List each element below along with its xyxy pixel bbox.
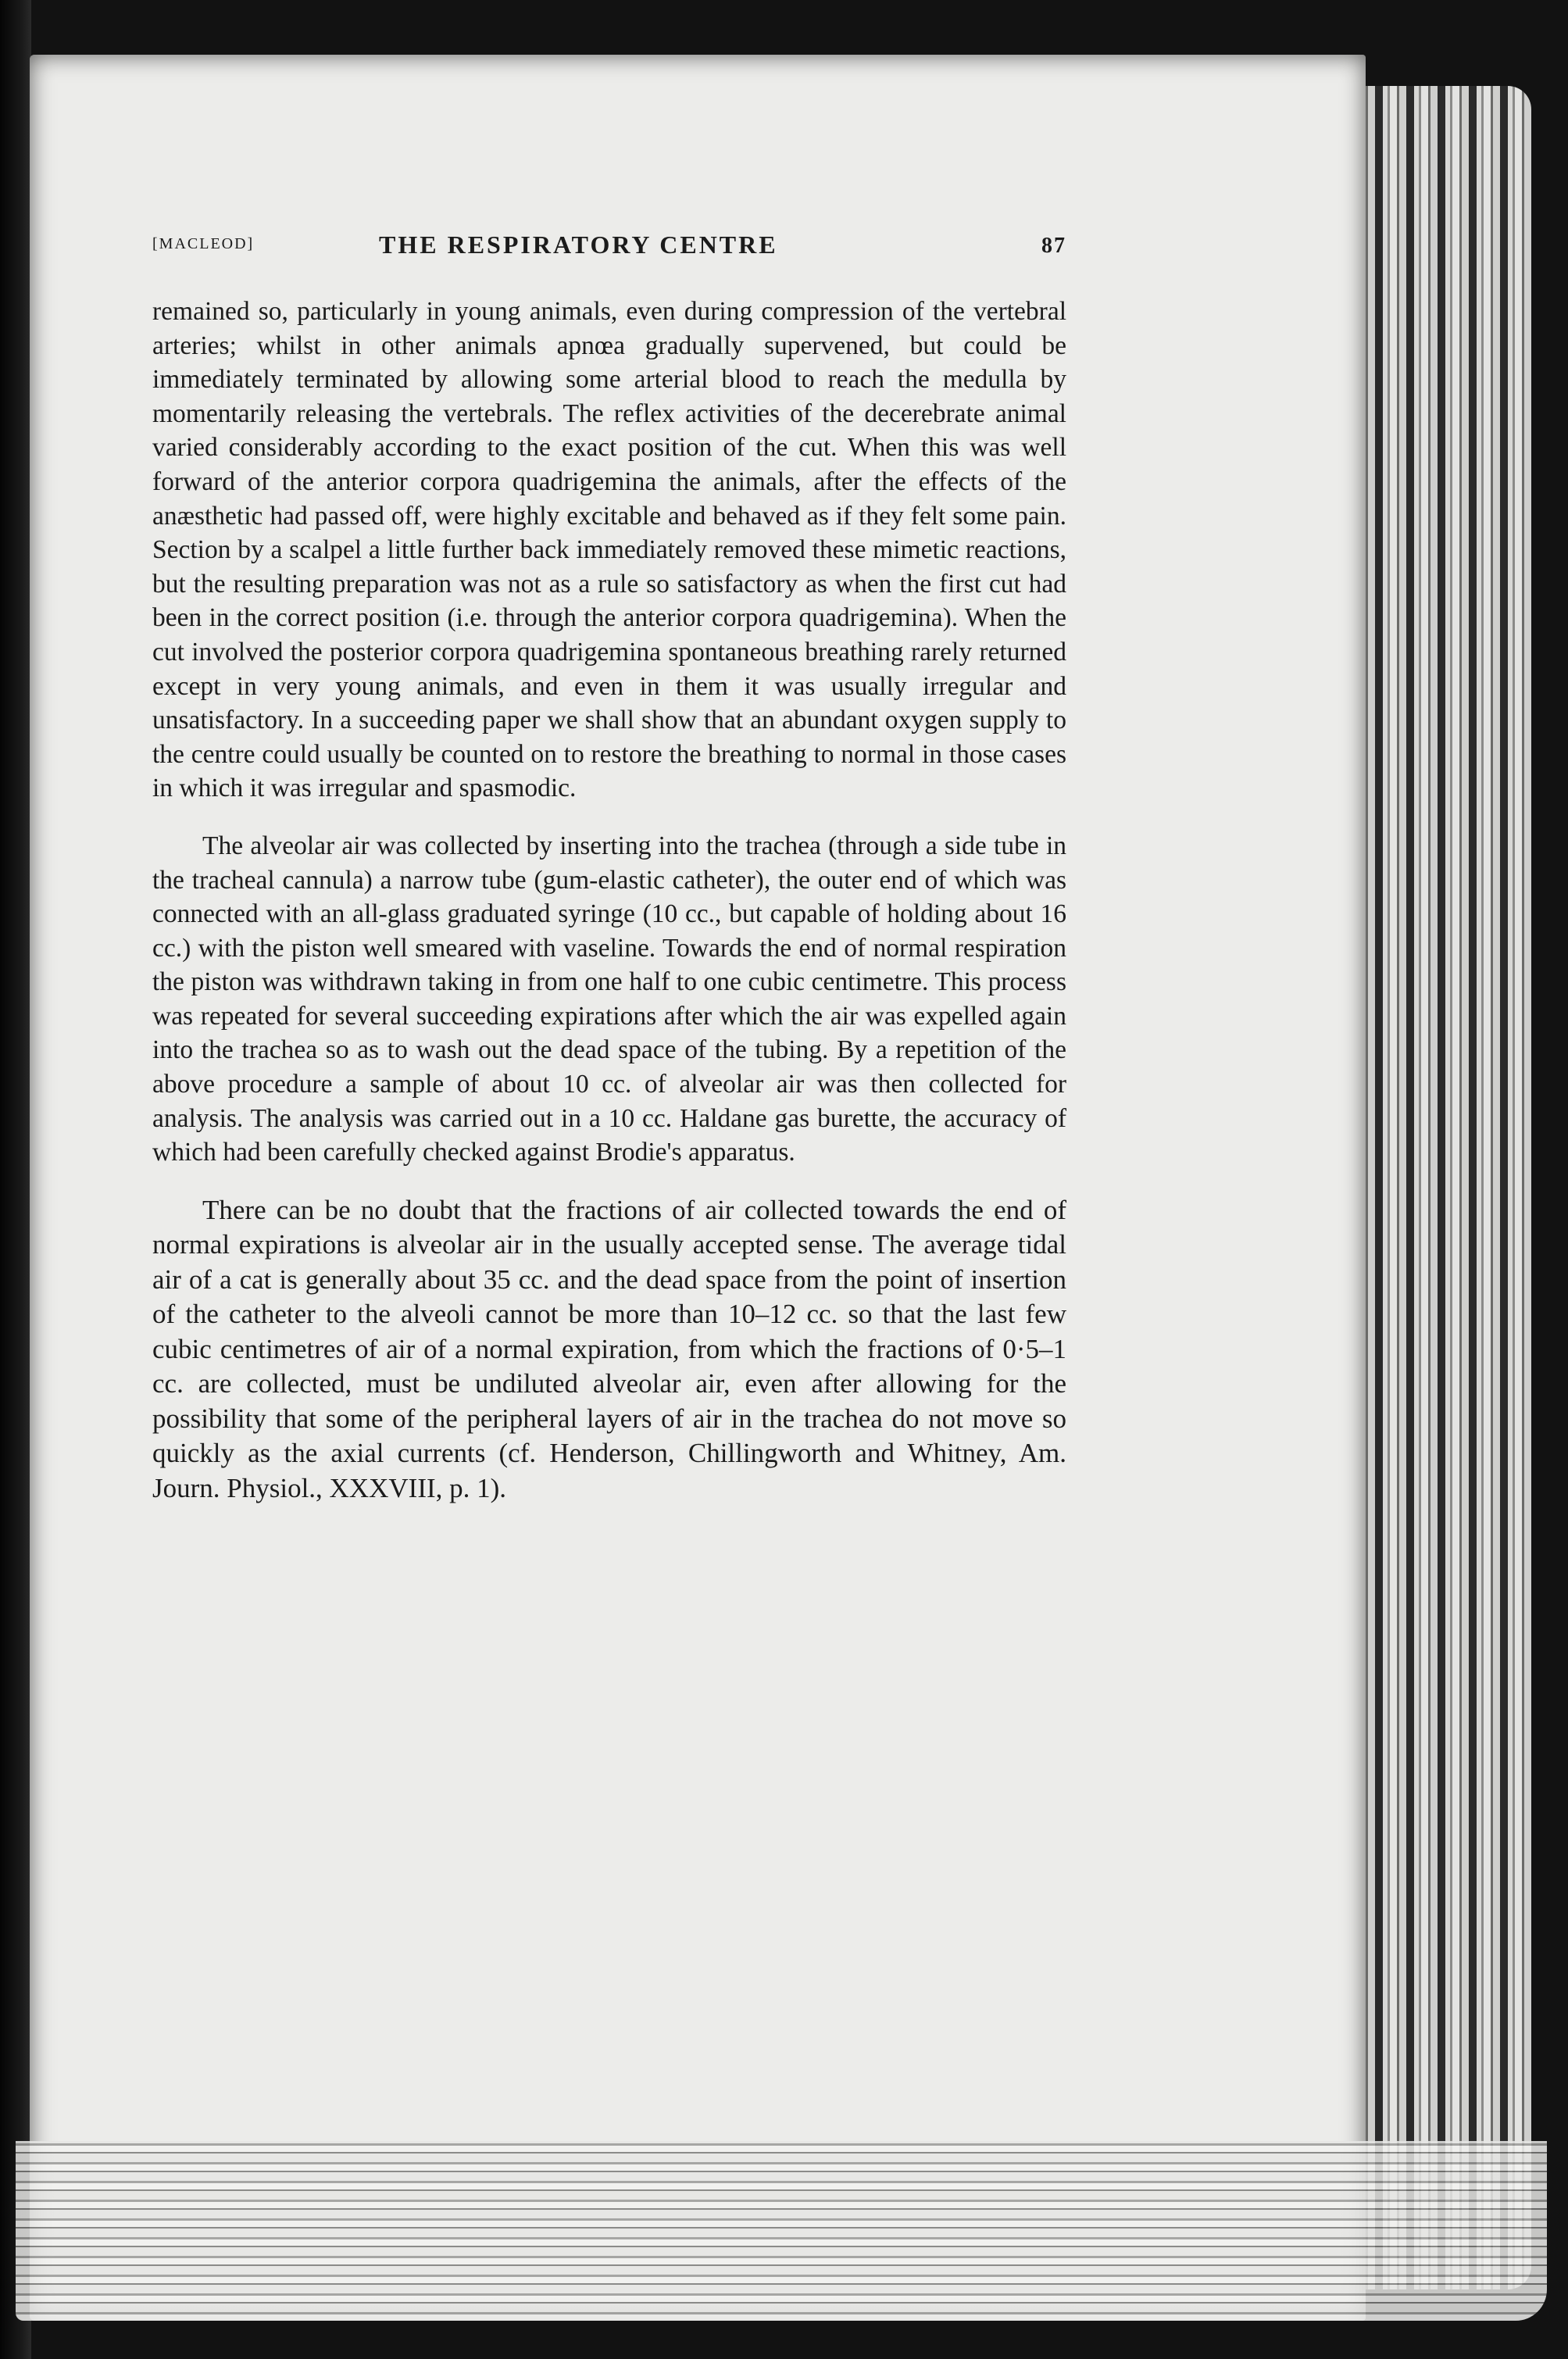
running-head-title: THE RESPIRATORY CENTRE bbox=[379, 231, 778, 259]
running-head bbox=[152, 231, 1066, 262]
book-fore-edge bbox=[1352, 86, 1531, 2289]
page-content bbox=[152, 231, 1066, 1506]
running-head-author: [MACLEOD] bbox=[152, 235, 255, 252]
page-bottom-curl bbox=[16, 2141, 1547, 2321]
body-paragraph-1: remained so, particularly in young animals, even during compression of the vertebral arteries; whilst in other animals apnœa gradually supervened, but could be immediately terminated by allowing some arterial blood to reach the medulla by momentarily releasing the vertebrals. The reflex activities of the decerebrate animal varied considerably according to the exact position of the cut. When this was well forward of the anterior corpora quadrigemina the animals, after the effects of the anæsthetic had passed off, were highly excitable and behaved as if they felt some pain. Section by a scalpel a little further back immediately removed these mimetic reactions, but the resulting preparation was not as a rule so satisfactory as when the first cut had been in the correct position (i.e. through the anterior corpora quadrigemina). When the cut involved the posterior corpora quadrigemina spontaneous breathing rarely returned except in very young animals, and even in them it was usually irregular and unsatisfactory. In a succeeding paper we shall show that an abundant oxygen supply to the centre could usually be counted on to restore the breathing to normal in those cases in which it was irregular and spasmodic. bbox=[152, 297, 1066, 803]
body-paragraph-2: The alveolar air was collected by inserting into the trachea (through a side tube in the tracheal cannula) a narrow tube (gum-elastic catheter), the outer end of which was connected with an all-glass graduated syringe (10 cc., but capable of holding about 16 cc.) with the piston well smeared with vaseline. Towards the end of normal respiration the piston was withdrawn taking in from one half to one cubic centimetre. This process was repeated for several succeeding expirations after which the air was expelled again into the trachea so as to wash out the dead space of the tubing. By a repetition of the above procedure a sample of about 10 cc. of alveolar air was then collected for analysis. The analysis was carried out in a 10 cc. Haldane gas burette, the accuracy of which had been carefully checked against Brodie's apparatus. bbox=[152, 831, 1066, 1167]
film-left-margin bbox=[0, 0, 31, 2359]
page-number: 87 bbox=[1041, 234, 1066, 258]
body-paragraph-3: There can be no doubt that the fractions of air collected towards the end of normal expirations is alveolar air in the usually accepted sense. The average tidal air of a cat is generally about 35 cc. and the dead space from the point of insertion of the catheter to the alveoli cannot be more than 10–12 cc. so that the last few cubic centimetres of air of a normal expiration, from which the fractions of 0·5–1 cc. are collected, must be undiluted alveolar air, even after allowing for the possibility that some of the peripheral layers of air in the trachea do not move so quickly as the axial currents (cf. Henderson, Chillingworth and Whitney, Am. Journ. Physiol., XXXVIII, p. 1). bbox=[152, 1194, 1066, 1503]
